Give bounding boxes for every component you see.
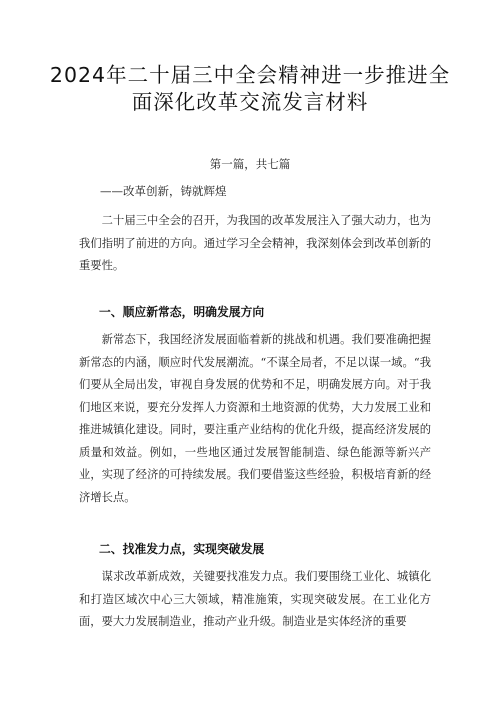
document-title-line-2: 面深化改革交流发言材料 — [131, 90, 369, 114]
document-title-line-1: 2024年二十届三中全会精神进一步推进全 — [49, 63, 451, 87]
section-body-1: 新常态下，我国经济发展面临着新的挑战和机遇。我们要准确把握新常态的内涵，顺应时代发展潮流。“不谋全局者，不足以谋一域。“我们要从全局出发，审视自身发展的优势和不足，明确发展方向。对于我们地区来说，要充分发挥人力资源和土地资源的优势，大力发展工业和推进城镇化建设。同时，要注重产业结构的优化升级，提高经济发展的质量和效益。例如，一些地区通过发展智能制造、绿色能源等新兴产业，实现了经济的可持续发展。我们要借鉴这些经验，积极培育新的经济增长点。 — [79, 333, 431, 504]
document-subtitle: ——改革创新，铸就辉煌 — [100, 184, 227, 198]
intro-paragraph: 二十届三中全会的召开，为我国的改革发展注入了强大动力，也为我们指明了前进的方向。通过学习全会精神，我深刻体会到改革创新的重要性。 — [79, 214, 431, 272]
section-body-2: 谋求改革新成效，关键要找准发力点。我们要围绕工业化、城镇化和打造区域次中心三大领域，精准施策，实现突破发展。在工业化方面，要大力发展制造业，推动产业升级。制造业是实体经济的重要 — [79, 570, 431, 628]
section-heading-1: 一、顺应新常态，明确发展方向 — [99, 305, 265, 319]
document-part-indicator: 第一篇，共七篇 — [209, 157, 291, 171]
document-title — [40, 62, 460, 116]
section-heading-2: 二、找准发力点，实现突破发展 — [99, 542, 265, 556]
